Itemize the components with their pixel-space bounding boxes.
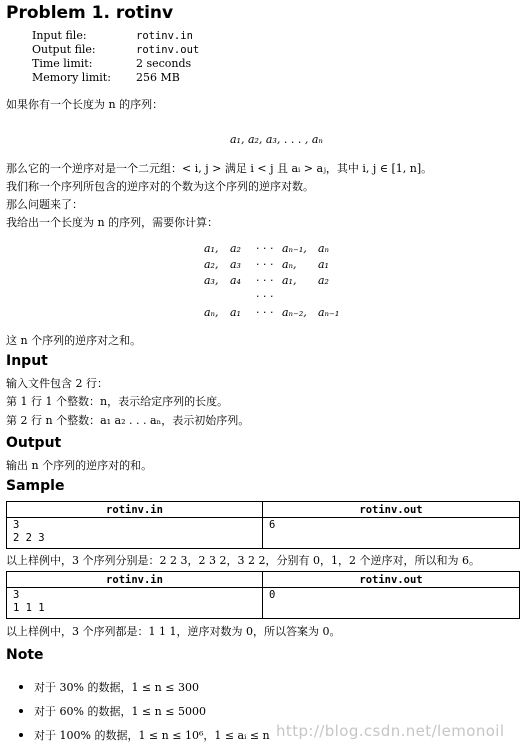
sample-input-cell — [7, 588, 263, 619]
input-line: 输入文件包含 2 行： — [6, 377, 108, 390]
input-line: 第 1 行 1 个整数：n，表示给定序列的长度。 — [6, 395, 229, 408]
problem-meta — [32, 29, 199, 85]
output-line: 输出 n 个序列的逆序对的和。 — [6, 459, 153, 472]
bullet-icon — [19, 733, 23, 737]
meta-value: 2 seconds — [136, 57, 192, 70]
matrix-cell: · · · — [256, 274, 274, 287]
matrix-cell: aₙ₋₂, — [282, 306, 307, 319]
sample-input-cell — [7, 518, 263, 549]
note-item: 对于 60% 的数据，1 ≤ n ≤ 5000 — [34, 705, 206, 718]
input-line: 第 2 行 n 个整数：a₁ a₂ . . . aₙ，表示初始序列。 — [6, 414, 250, 427]
matrix-cell: a₄ — [230, 274, 241, 287]
statement-paragraph: 那么它的一个逆序对是一个二元组：< i, j > 满足 i < j 且 aᵢ > aⱼ，其中 i, j ∈ [1, n]。 — [6, 162, 433, 175]
meta-row-input-file — [32, 29, 199, 43]
meta-label: Memory limit: — [32, 71, 111, 84]
meta-label: Input file: — [32, 29, 87, 42]
matrix-cell — [318, 290, 352, 304]
sample-output-line: 6 — [269, 519, 276, 531]
sample-table-2 — [6, 571, 520, 619]
matrix-cell: aₙ — [318, 242, 330, 255]
blog-watermark: http://blog.csdn.net/lemonoil — [276, 722, 505, 740]
sample-input-line: 2 2 3 — [13, 532, 45, 544]
matrix-cell: aₙ, — [204, 306, 219, 319]
matrix-cell: a₂ — [230, 242, 241, 255]
output-heading: Output — [6, 435, 62, 451]
matrix-cell: · · · — [256, 258, 274, 271]
input-heading: Input — [6, 353, 48, 369]
sample-col-output: rotinv.out — [263, 572, 520, 588]
sample-input-line: 1 1 1 — [13, 602, 45, 614]
sample-note: 以上样例中，3 个序列分别是：2 2 3，2 3 2，3 2 2，分别有 0，1，2 个逆序对，所以和为 6。 — [6, 554, 480, 567]
matrix-cell — [204, 290, 230, 304]
meta-value: rotinv.in — [136, 30, 193, 42]
meta-row-time-limit — [32, 57, 199, 71]
matrix-cell: aₙ₋₁ — [318, 306, 340, 319]
sample-col-output: rotinv.out — [263, 502, 520, 518]
sample-col-input: rotinv.in — [7, 572, 263, 588]
sample-note: 以上样例中，3 个序列都是：1 1 1，逆序对数为 0，所以答案为 0。 — [6, 625, 341, 638]
note-item: 对于 30% 的数据，1 ≤ n ≤ 300 — [34, 681, 199, 694]
bullet-icon — [19, 709, 23, 713]
statement-paragraph: 如果你有一个长度为 n 的序列： — [6, 98, 164, 111]
rotation-matrix — [204, 242, 352, 320]
matrix-cell: a₁, — [204, 242, 219, 255]
matrix-cell: aₙ₋₁, — [282, 242, 307, 255]
matrix-cell: a₃ — [230, 258, 241, 271]
matrix-cell: a₂, — [204, 258, 219, 271]
sample-output-cell — [263, 518, 520, 549]
matrix-cell: a₁, — [282, 274, 297, 287]
matrix-cell: · · · — [256, 306, 274, 319]
matrix-cell: a₁ — [230, 306, 241, 319]
sample-output-cell — [263, 588, 520, 619]
statement-paragraph: 那么问题来了： — [6, 198, 83, 211]
matrix-cell: a₂ — [318, 274, 329, 287]
note-heading: Note — [6, 647, 44, 663]
statement-paragraph: 我给出一个长度为 n 的序列，需要你计算： — [6, 216, 219, 229]
matrix-cell — [230, 290, 256, 304]
meta-row-output-file — [32, 43, 199, 57]
sample-input-line: 3 — [13, 519, 20, 531]
statement-paragraph: 我们称一个序列所包含的逆序对的个数为这个序列的逆序对数。 — [6, 180, 314, 193]
sample-table-1 — [6, 501, 520, 549]
sample-heading: Sample — [6, 478, 65, 494]
meta-value: rotinv.out — [136, 44, 200, 56]
sample-input-line: 3 — [13, 589, 20, 601]
meta-label: Output file: — [32, 43, 96, 56]
statement-paragraph: 这 n 个序列的逆序对之和。 — [6, 334, 142, 347]
matrix-cell: · · · — [256, 242, 274, 255]
matrix-cell: a₃, — [204, 274, 219, 287]
meta-value: 256 MB — [136, 71, 180, 84]
matrix-cell: a₁ — [318, 258, 329, 271]
note-item: 对于 100% 的数据，1 ≤ n ≤ 10⁶，1 ≤ aᵢ ≤ n — [34, 729, 270, 742]
bullet-icon — [19, 685, 23, 689]
sample-output-line: 0 — [269, 589, 276, 601]
meta-label: Time limit: — [32, 57, 93, 70]
sample-col-input: rotinv.in — [7, 502, 263, 518]
page-title: Problem 1. rotinv — [6, 3, 174, 23]
matrix-cell: aₙ, — [282, 258, 297, 271]
meta-row-memory-limit — [32, 71, 199, 85]
matrix-cell — [282, 290, 318, 304]
sequence-formula: a₁, a₂, a₃, . . . , aₙ — [230, 133, 323, 146]
matrix-cell: · · · — [256, 290, 274, 303]
